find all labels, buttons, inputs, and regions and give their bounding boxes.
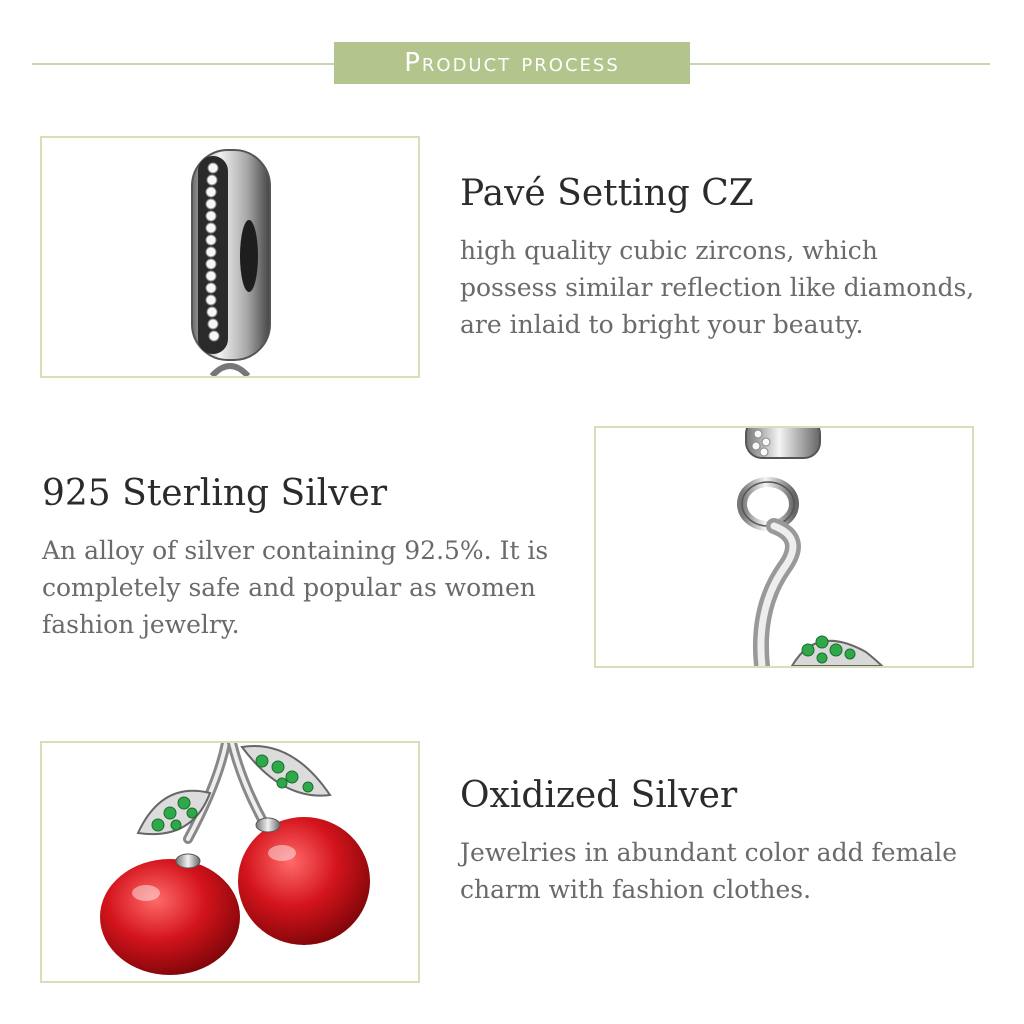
- feature-description: An alloy of silver containing 92.5%. It is completely safe and popular as women fashion jewelry.: [42, 536, 549, 639]
- section-title: Product process: [404, 48, 620, 78]
- feature-description: Jewelries in abundant color add female charm with fashion clothes.: [460, 838, 957, 904]
- feature-description: high quality cubic zircons, which possess similar reflection like diamonds, are inlaid to bright your beauty.: [460, 236, 975, 339]
- pave-ring-illustration: [42, 138, 418, 376]
- cherry-charm-image: [40, 741, 420, 983]
- feature-oxidized: [460, 774, 980, 908]
- feature-sterling: [42, 472, 562, 643]
- header-rule-left: [32, 63, 334, 65]
- feature-title: 925 Sterling Silver: [42, 473, 388, 514]
- section-banner: [334, 42, 690, 84]
- feature-title: Oxidized Silver: [460, 775, 738, 816]
- silver-stem-illustration: [596, 428, 972, 666]
- pave-ring-image: [40, 136, 420, 378]
- cherry-charm-illustration: [42, 743, 418, 981]
- feature-title: Pavé Setting CZ: [460, 173, 754, 214]
- feature-pave: [460, 172, 980, 343]
- silver-stem-image: [594, 426, 974, 668]
- header-rule-right: [690, 63, 990, 65]
